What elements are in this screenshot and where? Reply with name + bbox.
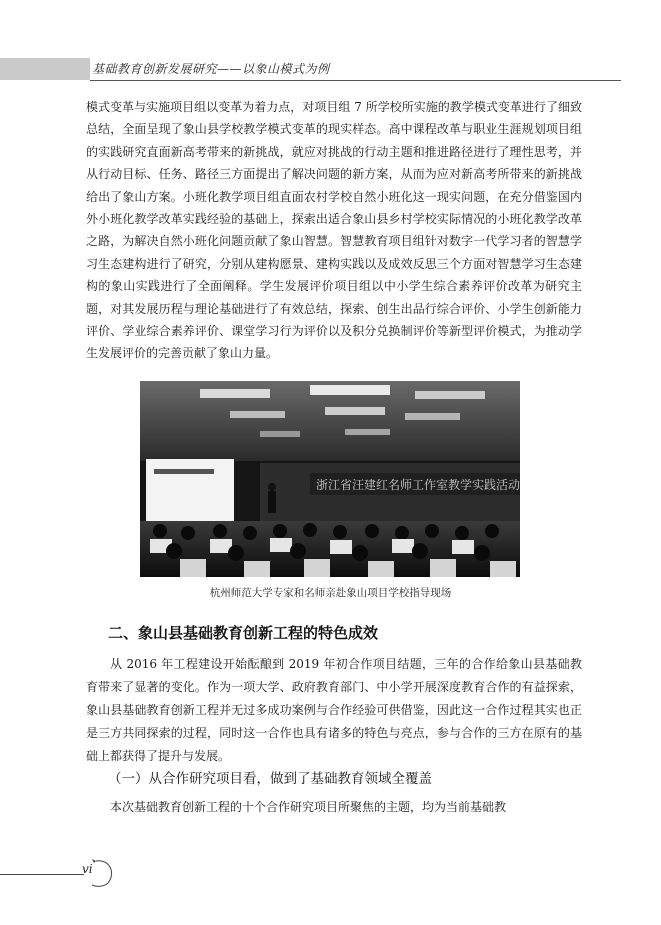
photo-caption: 杭州师范大学专家和名师亲赴象山项目学校指导现场 bbox=[209, 587, 452, 599]
stage-banner-text: 浙江省汪建红名师工作室教学实践活动 bbox=[316, 478, 520, 492]
running-title: 基础教育创新发展研究——以象山模式为例 bbox=[92, 62, 330, 76]
photo-illustration bbox=[140, 381, 520, 577]
page-number: vi bbox=[82, 862, 93, 876]
conference-photo bbox=[140, 381, 520, 577]
subsection-paragraph: 本次基础教育创新工程的十个合作研究项目所聚焦的主题，均为当前基础教 bbox=[110, 800, 507, 814]
header-band bbox=[0, 58, 90, 80]
body-paragraph: 模式变革与实施项目组以变革为着力点，对项目组 7 所学校所实施的教学模式变革进行了细致总结，全面呈现了象山县学校教学模式变革的现实样态。高中课程改革与职业生涯规划项目组的实践研究直面新高考带来的新挑战，就应对挑战的行动主题和推进路径进行了理性思考，并从行动目标、任务、路径三方面提出了解决问题的新方案，从而为应对新高考所带来的新挑战给出了象山方案。小班化教学项目组直面农村学校自然小班化这一现实问题，在充分借鉴国内外小班化教学改革实践经验的基础上，探索出适合象山县乡村学校实际情况的小班化教学改革之路，为解决自然小班化问题贡献了象山智慧。智慧教育项目组针对数字一代学习者的智慧学习生态建构进行了研究，分别从建构愿景、建构实践以及成效反思三个方面对智慧学习生态建构的象山实践进行了全面阐释。学生发展评价项目组以中小学生综合素养评价改革为研究主题，对其发展历程与理论基础进行了有效总结，探索、创生出品行综合评价、小学生创新能力评价、学业综合素养评价、课堂学习行为评价以及积分兑换制评价等新型评价模式，为推动学生发展评价的完善贡献了象山力量。 bbox=[86, 100, 582, 361]
header-rule bbox=[90, 80, 621, 81]
subsection-heading: （一）从合作研究项目看，做到了基础教育领域全覆盖 bbox=[108, 771, 432, 787]
section-paragraph: 从 2016 年工程建设开始酝酿到 2019 年初合作项目结题，三年的合作给象山县基础教育带来了显著的变化。作为一项大学、政府教育部门、中小学开展深度教育合作的有益探索，象山县基础教育创新工程并无过多成功案例与合作经验可供借鉴，因此这一合作过程其实也正是三方共同探索的过程，同时这一合作也具有诸多的特色与亮点，参与合作的三方在原有的基础上都获得了提升与发展。 bbox=[86, 657, 582, 763]
section-heading: 二、象山县基础教育创新工程的特色成效 bbox=[108, 624, 379, 642]
footer-rule bbox=[0, 874, 84, 875]
